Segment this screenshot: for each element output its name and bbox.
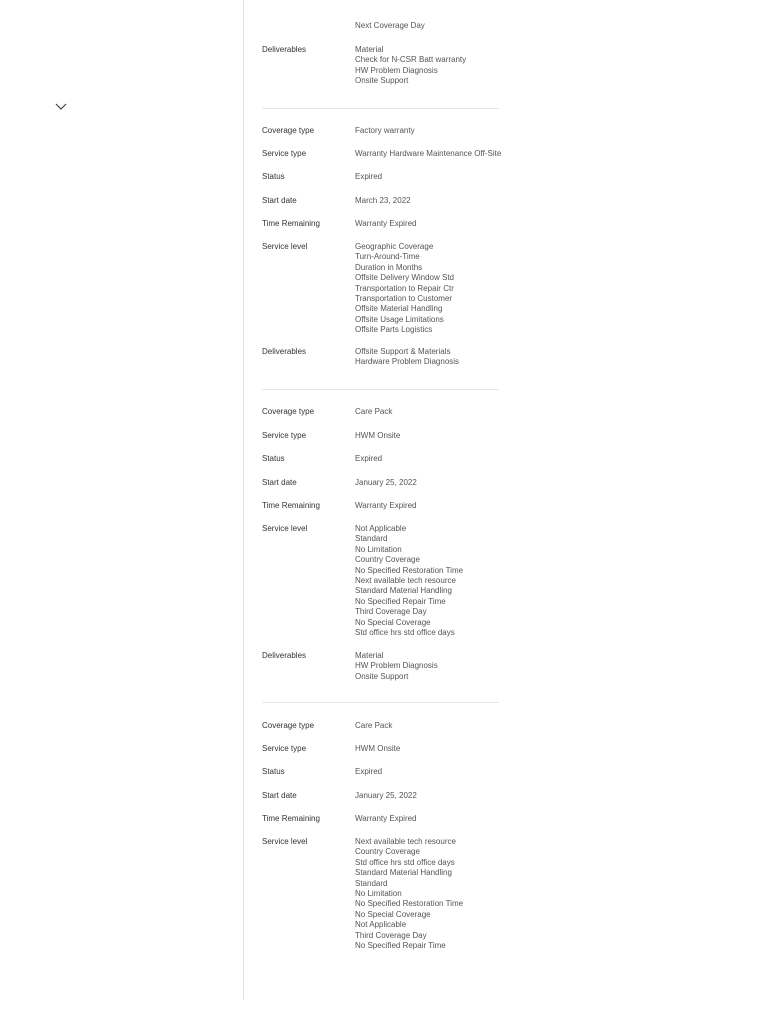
service-level-item: Geographic Coverage	[355, 242, 434, 251]
deliverable-item: Material	[355, 45, 384, 54]
service-type-label: Service type	[262, 149, 307, 158]
status-value: Expired	[355, 767, 383, 776]
section-divider	[262, 108, 499, 109]
status-label: Status	[262, 172, 285, 181]
time-remaining-label: Time Remaining	[262, 501, 320, 510]
continued-service-level-value: Next Coverage Day	[355, 21, 425, 30]
service-level-item: No Special Coverage	[355, 909, 431, 919]
service-type-value: Warranty Hardware Maintenance Off-Site	[355, 149, 502, 158]
coverage-type-value: Factory warranty	[355, 126, 415, 135]
start-date-label: Start date	[262, 478, 297, 487]
service-level-label: Service level	[262, 837, 308, 846]
service-level-item: Transportation to Repair Ctr	[355, 283, 454, 293]
time-remaining-value: Warranty Expired	[355, 501, 417, 510]
status-value: Expired	[355, 172, 383, 181]
service-level-item: No Specified Restoration Time	[355, 565, 464, 575]
deliverable-item: Material	[355, 651, 384, 660]
service-level-item: Next available tech resource	[355, 576, 456, 586]
service-level-item: No Specified Restoration Time	[355, 899, 464, 909]
time-remaining-value: Warranty Expired	[355, 814, 417, 823]
coverage-type-value: Care Pack	[355, 721, 393, 730]
coverage-type-label: Coverage type	[262, 126, 315, 135]
coverage-type-label: Coverage type	[262, 721, 315, 730]
start-date-value: March 23, 2022	[355, 196, 411, 205]
service-level-item: Transportation to Customer	[355, 294, 453, 304]
service-type-label: Service type	[262, 431, 307, 440]
deliverables-values	[355, 347, 459, 368]
service-type-label: Service type	[262, 744, 307, 753]
sidebar	[0, 0, 244, 1000]
service-level-item: Offsite Material Handling	[355, 304, 443, 314]
service-level-item: Offsite Delivery Window Std	[355, 273, 454, 283]
start-date-value: January 25, 2022	[355, 791, 417, 800]
deliverable-item: HW Problem Diagnosis	[355, 661, 438, 671]
service-level-item: Country Coverage	[355, 555, 420, 565]
service-level-item: Not Applicable	[355, 524, 407, 533]
service-level-item: Offsite Parts Logistics	[355, 325, 433, 335]
service-level-item: Not Applicable	[355, 920, 407, 930]
coverage-type-label: Coverage type	[262, 407, 315, 416]
service-level-item: Offsite Usage Limitations	[355, 314, 444, 324]
deliverables-label: Deliverables	[262, 347, 307, 356]
service-level-values	[355, 524, 463, 638]
status-value: Expired	[355, 454, 383, 463]
service-type-value: HWM Onsite	[355, 431, 401, 440]
service-level-item: Std office hrs std office days	[355, 857, 455, 867]
status-label: Status	[262, 454, 285, 463]
deliverable-item: Onsite Support	[355, 671, 409, 681]
service-level-item: Next available tech resource	[355, 837, 456, 846]
service-level-item: Standard Material Handling	[355, 586, 452, 596]
start-date-value: January 25, 2022	[355, 478, 417, 487]
service-type-value: HWM Onsite	[355, 744, 401, 753]
section-divider	[262, 389, 499, 390]
service-level-values	[355, 242, 454, 336]
deliverable-item: Onsite Support	[355, 76, 409, 86]
service-level-item: No Limitation	[355, 889, 402, 899]
service-level-item: Third Coverage Day	[355, 607, 427, 617]
service-level-item: No Specified Repair Time	[355, 596, 446, 606]
service-level-item: Standard	[355, 878, 388, 888]
service-level-label: Service level	[262, 524, 308, 533]
deliverable-item: Check for N-CSR Batt warranty	[355, 55, 467, 65]
service-level-item: Third Coverage Day	[355, 930, 427, 940]
service-level-item: Duration in Months	[355, 262, 423, 272]
section-divider	[262, 702, 499, 703]
service-level-item: Country Coverage	[355, 847, 420, 857]
service-level-item: Std office hrs std office days	[355, 628, 455, 638]
deliverables-label: Deliverables	[262, 45, 307, 54]
time-remaining-value: Warranty Expired	[355, 219, 417, 228]
start-date-label: Start date	[262, 791, 297, 800]
deliverable-item: HW Problem Diagnosis	[355, 65, 438, 75]
deliverables-label: Deliverables	[262, 651, 307, 660]
deliverables-values	[355, 651, 438, 682]
service-level-item: No Special Coverage	[355, 617, 431, 627]
chevron-down-icon[interactable]	[55, 102, 67, 112]
status-label: Status	[262, 767, 285, 776]
service-level-item: Standard	[355, 534, 388, 544]
service-level-label: Service level	[262, 242, 308, 251]
start-date-label: Start date	[262, 196, 297, 205]
service-level-item: Turn-Around-Time	[355, 252, 420, 262]
service-level-values	[355, 837, 463, 951]
service-level-item: No Limitation	[355, 544, 402, 554]
time-remaining-label: Time Remaining	[262, 814, 320, 823]
service-level-item: No Specified Repair Time	[355, 941, 446, 951]
service-level-item: Standard Material Handling	[355, 868, 452, 878]
deliverable-item: Offsite Support & Materials	[355, 347, 451, 356]
coverage-type-value: Care Pack	[355, 407, 393, 416]
deliverables-values	[355, 45, 466, 87]
deliverable-item: Hardware Problem Diagnosis	[355, 357, 460, 367]
time-remaining-label: Time Remaining	[262, 219, 320, 228]
